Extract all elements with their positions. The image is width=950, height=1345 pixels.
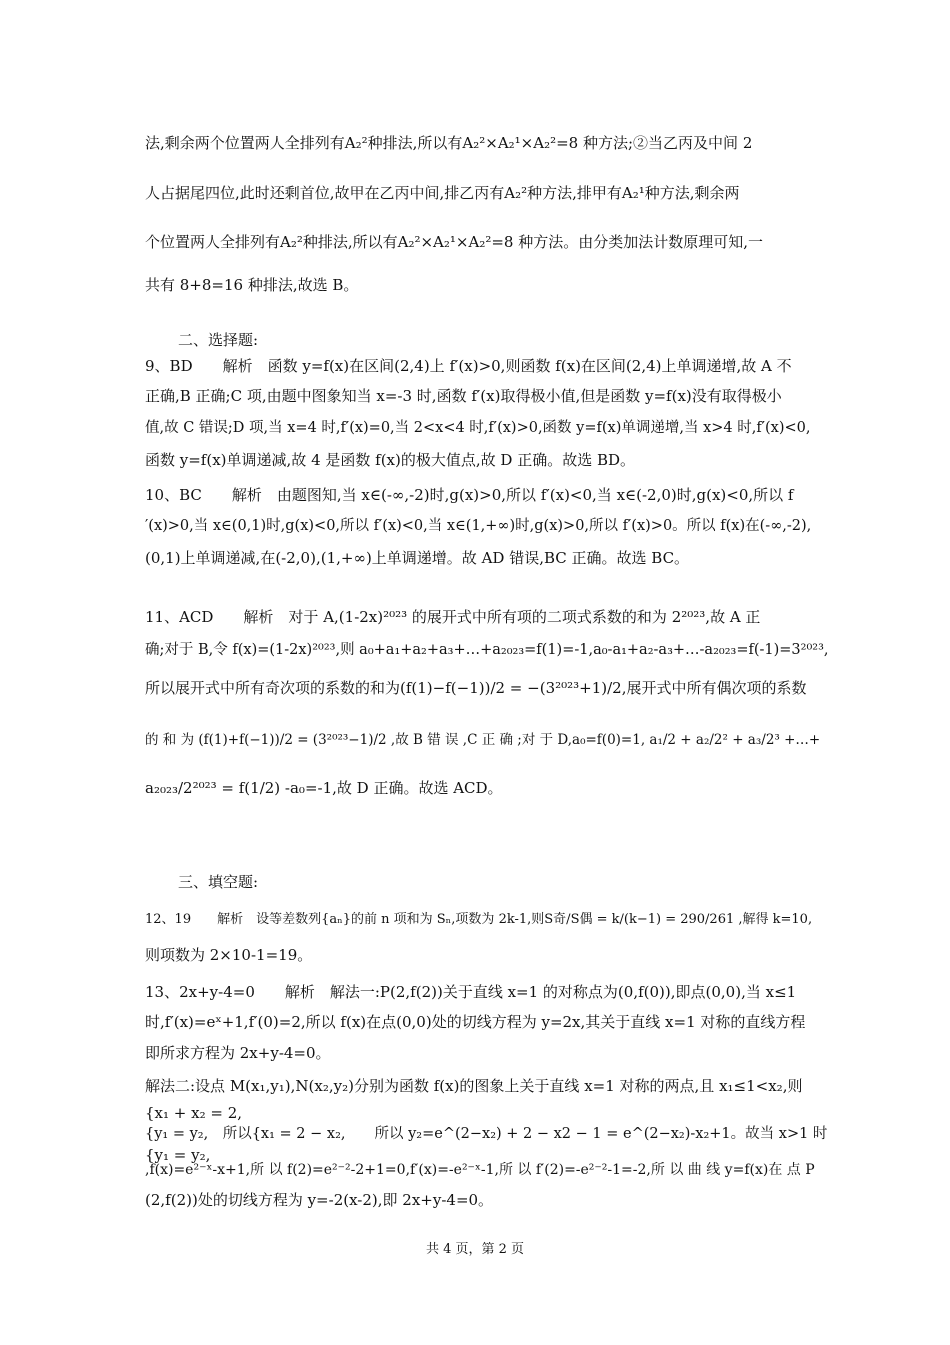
answer-line: 11、ACD 解析 对于 A,(1-2x)²⁰²³ 的展开式中所有项的二项式系数的和为 2²⁰²³,故 A 正	[145, 608, 761, 626]
answer-line: 13、2x+y-4=0 解析 解法一:P(2,f(2))关于直线 x=1 的对称点为(0,f(0)),即点(0,0),当 x≤1	[145, 983, 797, 1001]
answer-line: (0,1)上单调递减,在(-2,0),(1,+∞)上单调递增。故 AD 错误,BC 正确。故选 BC。	[145, 549, 690, 567]
answer-line: 值,故 C 错误;D 项,当 x=4 时,f′(x)=0,当 2<x<4 时,f′(x)>0,函数 y=f(x)单调递增,当 x>4 时,f′(x)<0,	[145, 420, 811, 436]
text-line: 人占据尾四位,此时还剩首位,故甲在乙丙中间,排乙丙有A₂²种方法,排甲有A₂¹种方法,剩余两	[145, 184, 740, 202]
answer-line: 解法二:设点 M(x₁,y₁),N(x₂,y₂)分别为函数 f(x)的图象上关于直线 x=1 对称的两点,且 x₁≤1<x₂,则	[145, 1077, 803, 1095]
answer-line: a₂₀₂₃/2²⁰²³ = f(1/2) -a₀=-1,故 D 正确。故选 ACD。	[145, 779, 503, 797]
text-line: 个位置两人全排列有A₂²种排法,所以有A₂²×A₂¹×A₂²=8 种方法。由分类加法计数原理可知,一	[145, 233, 763, 251]
answer-line: 函数 y=f(x)单调递减,故 4 是函数 f(x)的极大值点,故 D 正确。故选 BD。	[145, 451, 636, 469]
page-footer: 共 4 页，第 2 页	[425, 1242, 525, 1257]
answer-line: {x₁ + x₂ = 2,	[145, 1104, 243, 1122]
answer-line: 9、BD 解析 函数 y=f(x)在区间(2,4)上 f′(x)>0,则函数 f(x)在区间(2,4)上单调递增,故 A 不	[145, 357, 792, 375]
section-title: 二、选择题:	[178, 331, 259, 349]
answer-line: 时,f′(x)=eˣ+1,f′(0)=2,所以 f(x)在点(0,0)处的切线方程为 y=2x,其关于直线 x=1 对称的直线方程	[145, 1013, 806, 1031]
answer-line: 12、19 解析 设等差数列{aₙ}的前 n 项和为 Sₙ,项数为 2k-1,则S奇/S偶 = k/(k−1) = 290/261 ,解得 k=10,	[145, 912, 813, 927]
text-line: 法,剩余两个位置两人全排列有A₂²种排法,所以有A₂²×A₂¹×A₂²=8 种方法;②当乙丙及中间 2	[145, 134, 753, 152]
text-line: 共有 8+8=16 种排法,故选 B。	[145, 276, 359, 294]
answer-line: (2,f(2))处的切线方程为 y=-2(x-2),即 2x+y-4=0。	[145, 1191, 494, 1209]
answer-line: 正确,B 正确;C 项,由题中图象知当 x=-3 时,函数 f′(x)取得极小值,但是函数 y=f(x)没有取得极小	[145, 387, 782, 405]
answer-line: 则项数为 2×10-1=19。	[145, 946, 313, 964]
section-title: 三、填空题:	[178, 873, 259, 891]
answer-line: 10、BC 解析 由题图知,当 x∈(-∞,-2)时,g(x)>0,所以 f′(x)<0,当 x∈(-2,0)时,g(x)<0,所以 f	[145, 486, 794, 504]
answer-line: ,f(x)=e²⁻ˣ-x+1,所 以 f(2)=e²⁻²-2+1=0,f′(x)=-e²⁻ˣ-1,所 以 f′(2)=-e²⁻²-1=-2,所 以 曲 线 y=f(x)在 点 P	[145, 1162, 815, 1178]
answer-line: {y₁ = y₂,	[145, 1146, 211, 1164]
answer-line: ′(x)>0,当 x∈(0,1)时,g(x)<0,所以 f′(x)<0,当 x∈(1,+∞)时,g(x)>0,所以 f′(x)>0。所以 f(x)在(-∞,-2),	[145, 518, 812, 534]
answer-line: 所以展开式中所有奇次项的系数的和为(f(1)−f(−1))/2 = −(3²⁰²³+1)/2,展开式中所有偶次项的系数	[145, 679, 807, 697]
answer-line: 确;对于 B,令 f(x)=(1-2x)²⁰²³,则 a₀+a₁+a₂+a₃+…+a₂₀₂₃=f(1)=-1,a₀-a₁+a₂-a₃+…-a₂₀₂₃=f(-1)=3²⁰²³,	[145, 642, 829, 658]
answer-line: 即所求方程为 2x+y-4=0。	[145, 1044, 331, 1062]
answer-line: 的 和 为 (f(1)+f(−1))/2 = (3²⁰²³−1)/2 ,故 B 错 误 ,C 正 确 ;对 于 D,a₀=f(0)=1, a₁/2 + a₂/2² + a₃/2³ +…+	[145, 732, 821, 748]
answer-line: {y₁ = y₂, 所以{x₁ = 2 − x₂, 所以 y₂=e^(2−x₂) + 2 − x2 − 1 = e^(2−x₂)-x₂+1。故当 x>1 时	[145, 1126, 828, 1142]
